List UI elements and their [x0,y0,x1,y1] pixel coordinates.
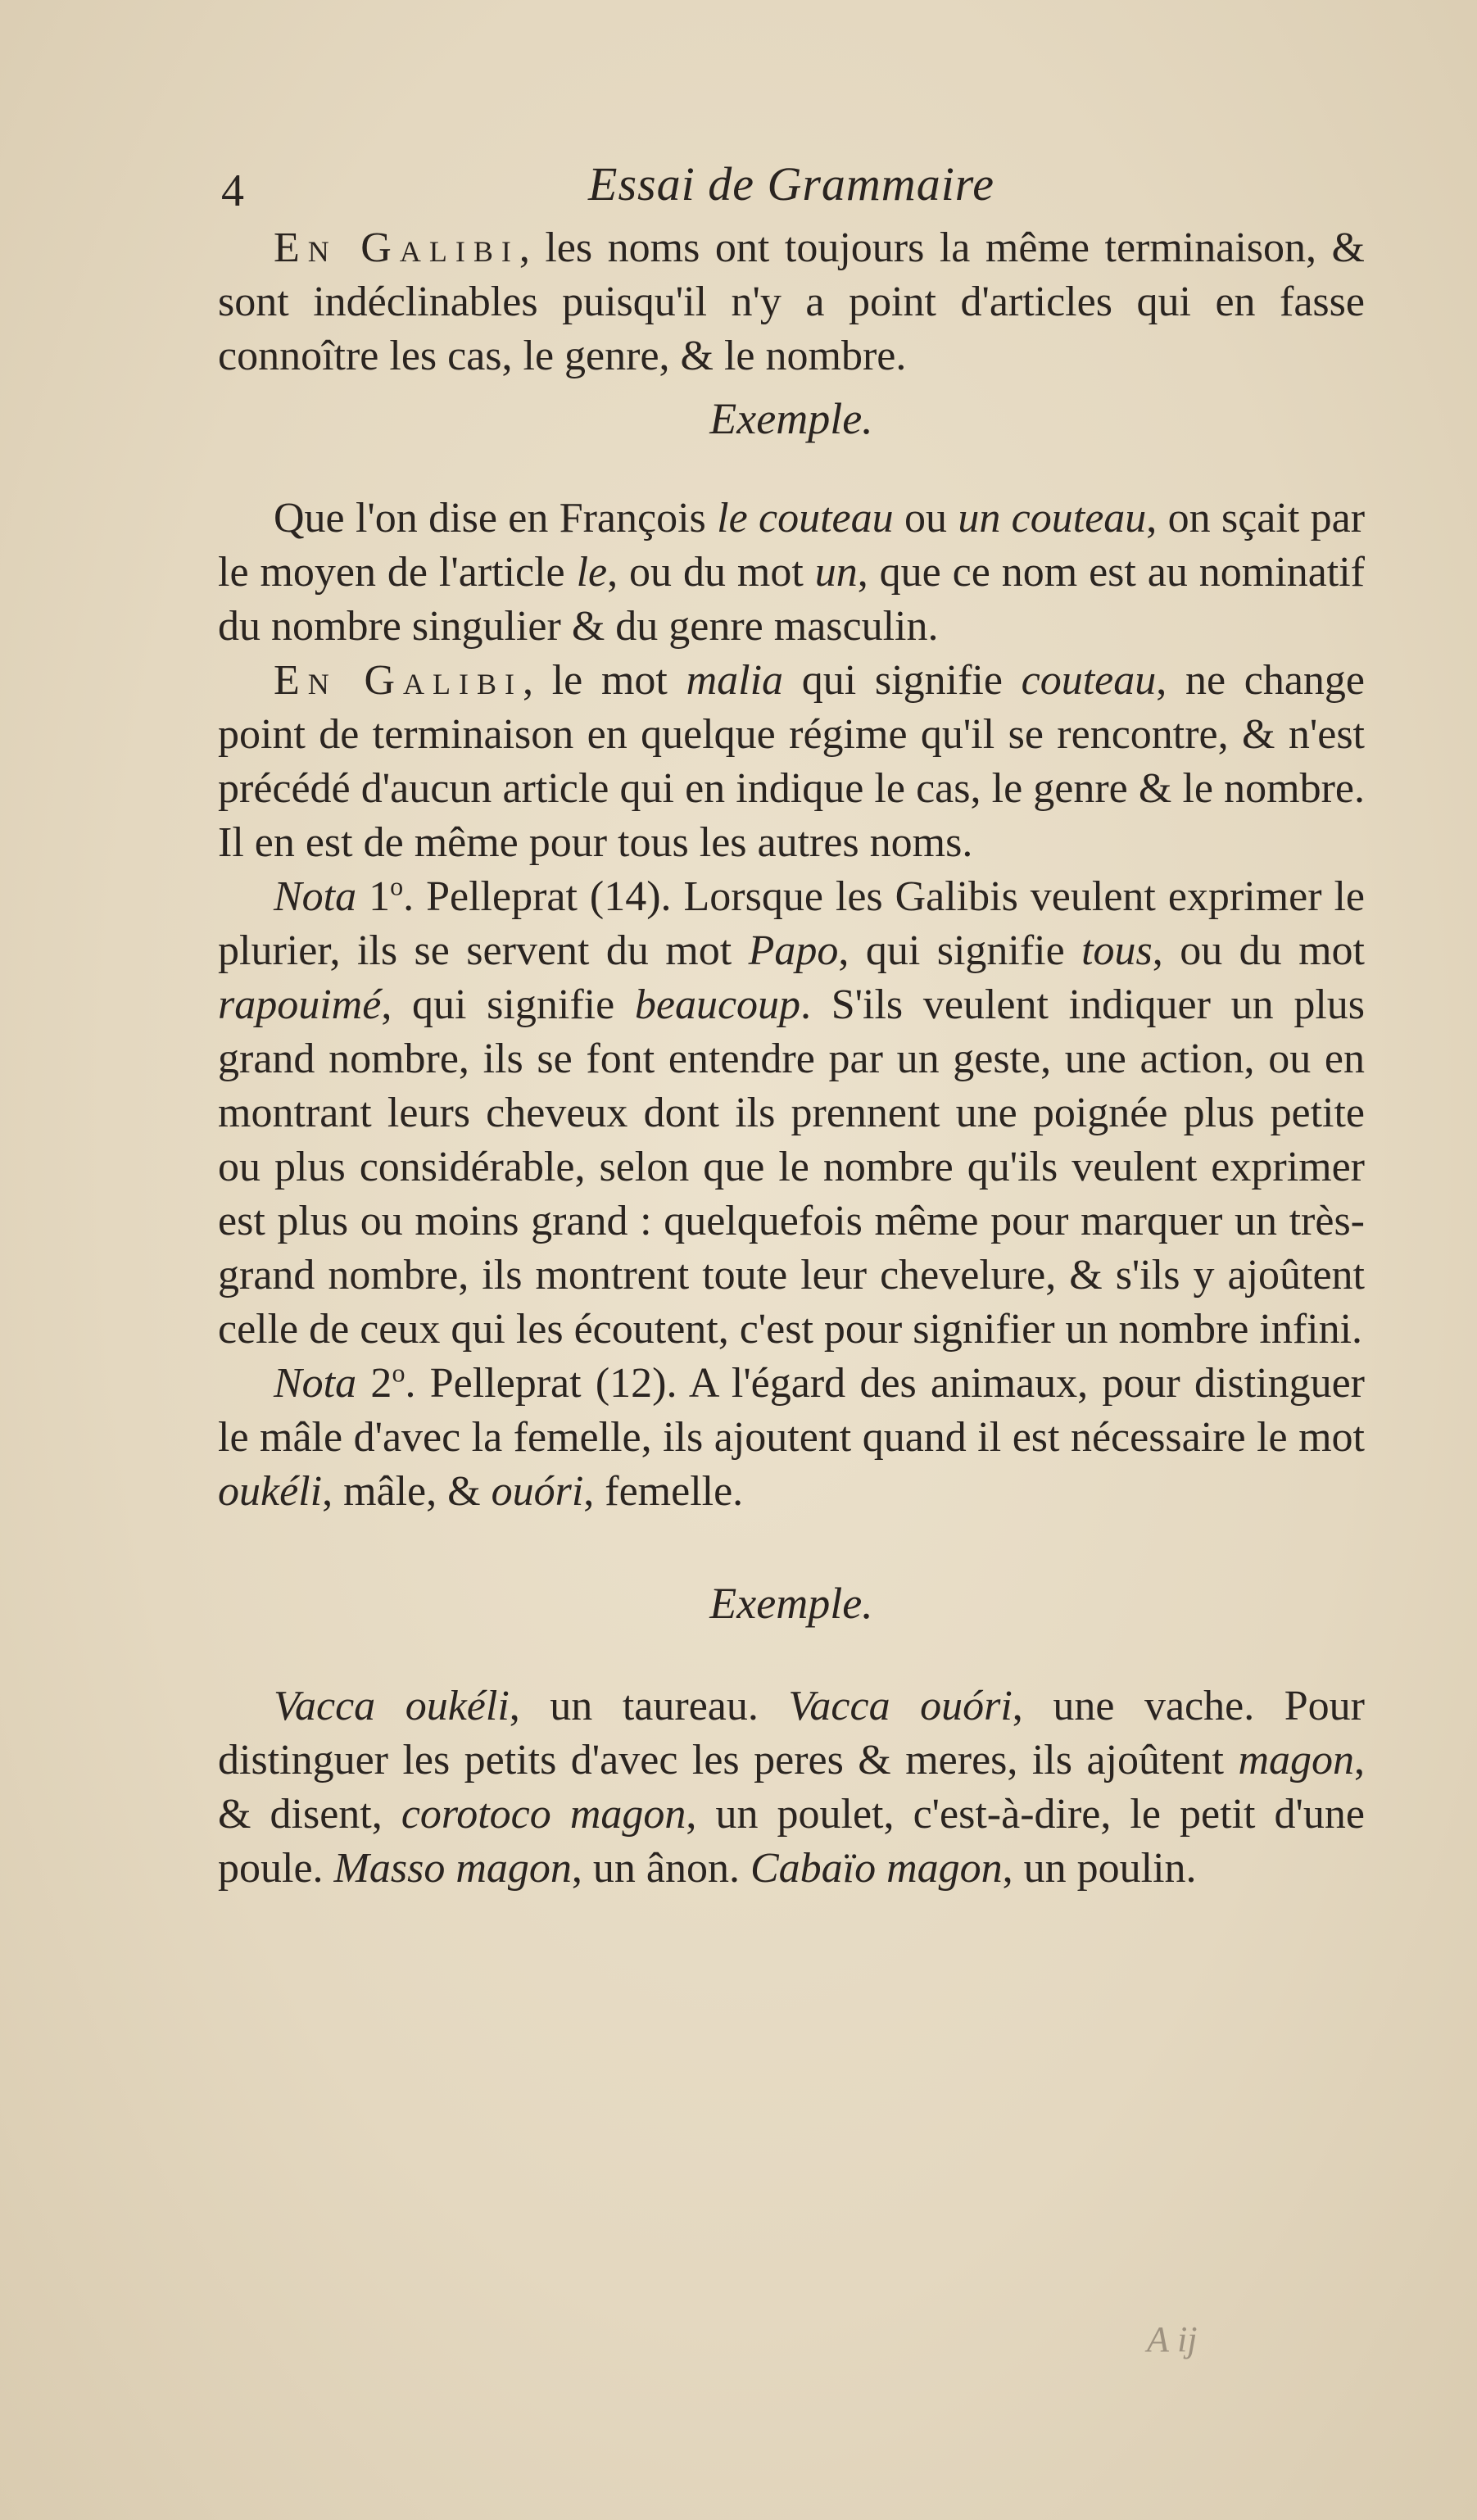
italic-term: couteau [1021,657,1157,704]
text-run: ou [893,495,958,542]
text-run: 1 [356,873,391,920]
text-run: , un ânon. [571,1845,750,1892]
paragraph-text: , les noms ont toujours la même terminaison, & sont indéclinables puisqu'il n'y a point d'articles qui en fasse connoître les cas, le genre, & le nombre. [218,224,1365,379]
italic-term: Masso magon [333,1845,572,1892]
italic-term: Cabaïo magon [750,1845,1003,1892]
text-run: , on sçait par le moyen de l'article [218,495,1366,596]
signature-mark: A ij [1147,2319,1198,2359]
text-run: , ou du mot [607,549,815,596]
italic-term: corotoco magon [401,1791,686,1838]
text-run: . S'ils veulent indiquer un plus grand nombre, ils se font entendre par un geste, une action, ou en montrant leurs cheveux dont ils prennent une poignée plus petite ou plus considérable, selon que le nombre qu'ils veulent exprimer est plus ou moins grand : quelquefois même pour marquer un très-grand nombre, ils montrent toute leur chevelure, & s'ils y ajoûtent celle de ceux qui les écoutent, c'est pour signifier un nombre infini. [218,981,1365,1353]
text-run: , le mot [523,657,686,704]
lead-caps: En Galibi [274,224,519,271]
text-run: , & disent, [218,1737,1365,1838]
text-run: , un poulet, c'est-à-dire, le petit d'une poule. [218,1791,1365,1892]
italic-term: rapouimé [218,981,382,1028]
italic-term: Nota [274,873,357,920]
italic-term: le [576,549,608,596]
text-run: , ou du mot [1152,927,1365,974]
text-run: Que l'on dise en François [274,495,718,542]
paragraph-5 [218,1357,1365,1519]
text-run: , qui signifie [838,927,1082,974]
section-heading: Exemple. [709,394,873,443]
paragraph-3 [218,654,1365,870]
text-run: , mâle, & [322,1468,492,1515]
italic-term: oukéli [218,1468,323,1515]
paragraph-4 [218,870,1365,1357]
page-number: 4 [221,165,244,216]
italic-term: malia [686,657,784,704]
running-title: Essai de Grammaire [588,157,994,211]
superscript: o [390,871,404,901]
text-run: , qui signifie [381,981,635,1028]
text-run: , une vache. Pour distinguer les petits d'avec les peres & meres, ils ajoûtent [218,1683,1365,1783]
italic-term: ouóri [491,1468,584,1515]
italic-term: Vacca ouóri [788,1683,1013,1729]
italic-term: Vacca oukéli [274,1683,510,1729]
page-header [218,152,1365,221]
paragraph-1 [218,221,1365,383]
text-run: , femelle. [583,1468,744,1515]
paragraph-2 [218,492,1365,654]
lead-caps: En Galibi [274,657,523,704]
text-block [218,152,1365,1896]
text-run: , ne change point de terminaison en quelque régime qu'il se rencontre, & n'est précédé d'aucun article qui en indique le cas, le genre & le nombre. Il en est de même pour tous les autres noms. [218,657,1365,866]
italic-term: Nota [274,1360,357,1407]
text-run: qui signifie [783,657,1022,704]
italic-term: un [814,549,858,596]
italic-term: Papo [748,927,839,974]
italic-term: le couteau [717,495,894,542]
italic-term: magon [1238,1737,1354,1783]
text-run: 2 [356,1360,392,1407]
text-run: , un taureau. [509,1683,789,1729]
text-run: . Pelleprat (14). Lorsque les Galibis veulent exprimer le plurier, ils se servent du mot [218,873,1366,974]
text-run: . Pelleprat (12). A l'égard des animaux, pour distinguer le mâle d'avec la femelle, ils ajoutent quand il est nécessaire le mot [218,1360,1365,1461]
italic-term: tous [1081,927,1153,974]
paragraph-6 [218,1679,1365,1896]
italic-term: un couteau [958,495,1147,542]
italic-term: beaucoup [634,981,801,1028]
text-run: , un poulin. [1002,1845,1197,1892]
section-heading-2: Exemple. [709,1579,873,1628]
text-run: , que ce nom est au nominatif du nombre singulier & du genre masculin. [218,549,1365,650]
superscript: o [392,1357,405,1388]
